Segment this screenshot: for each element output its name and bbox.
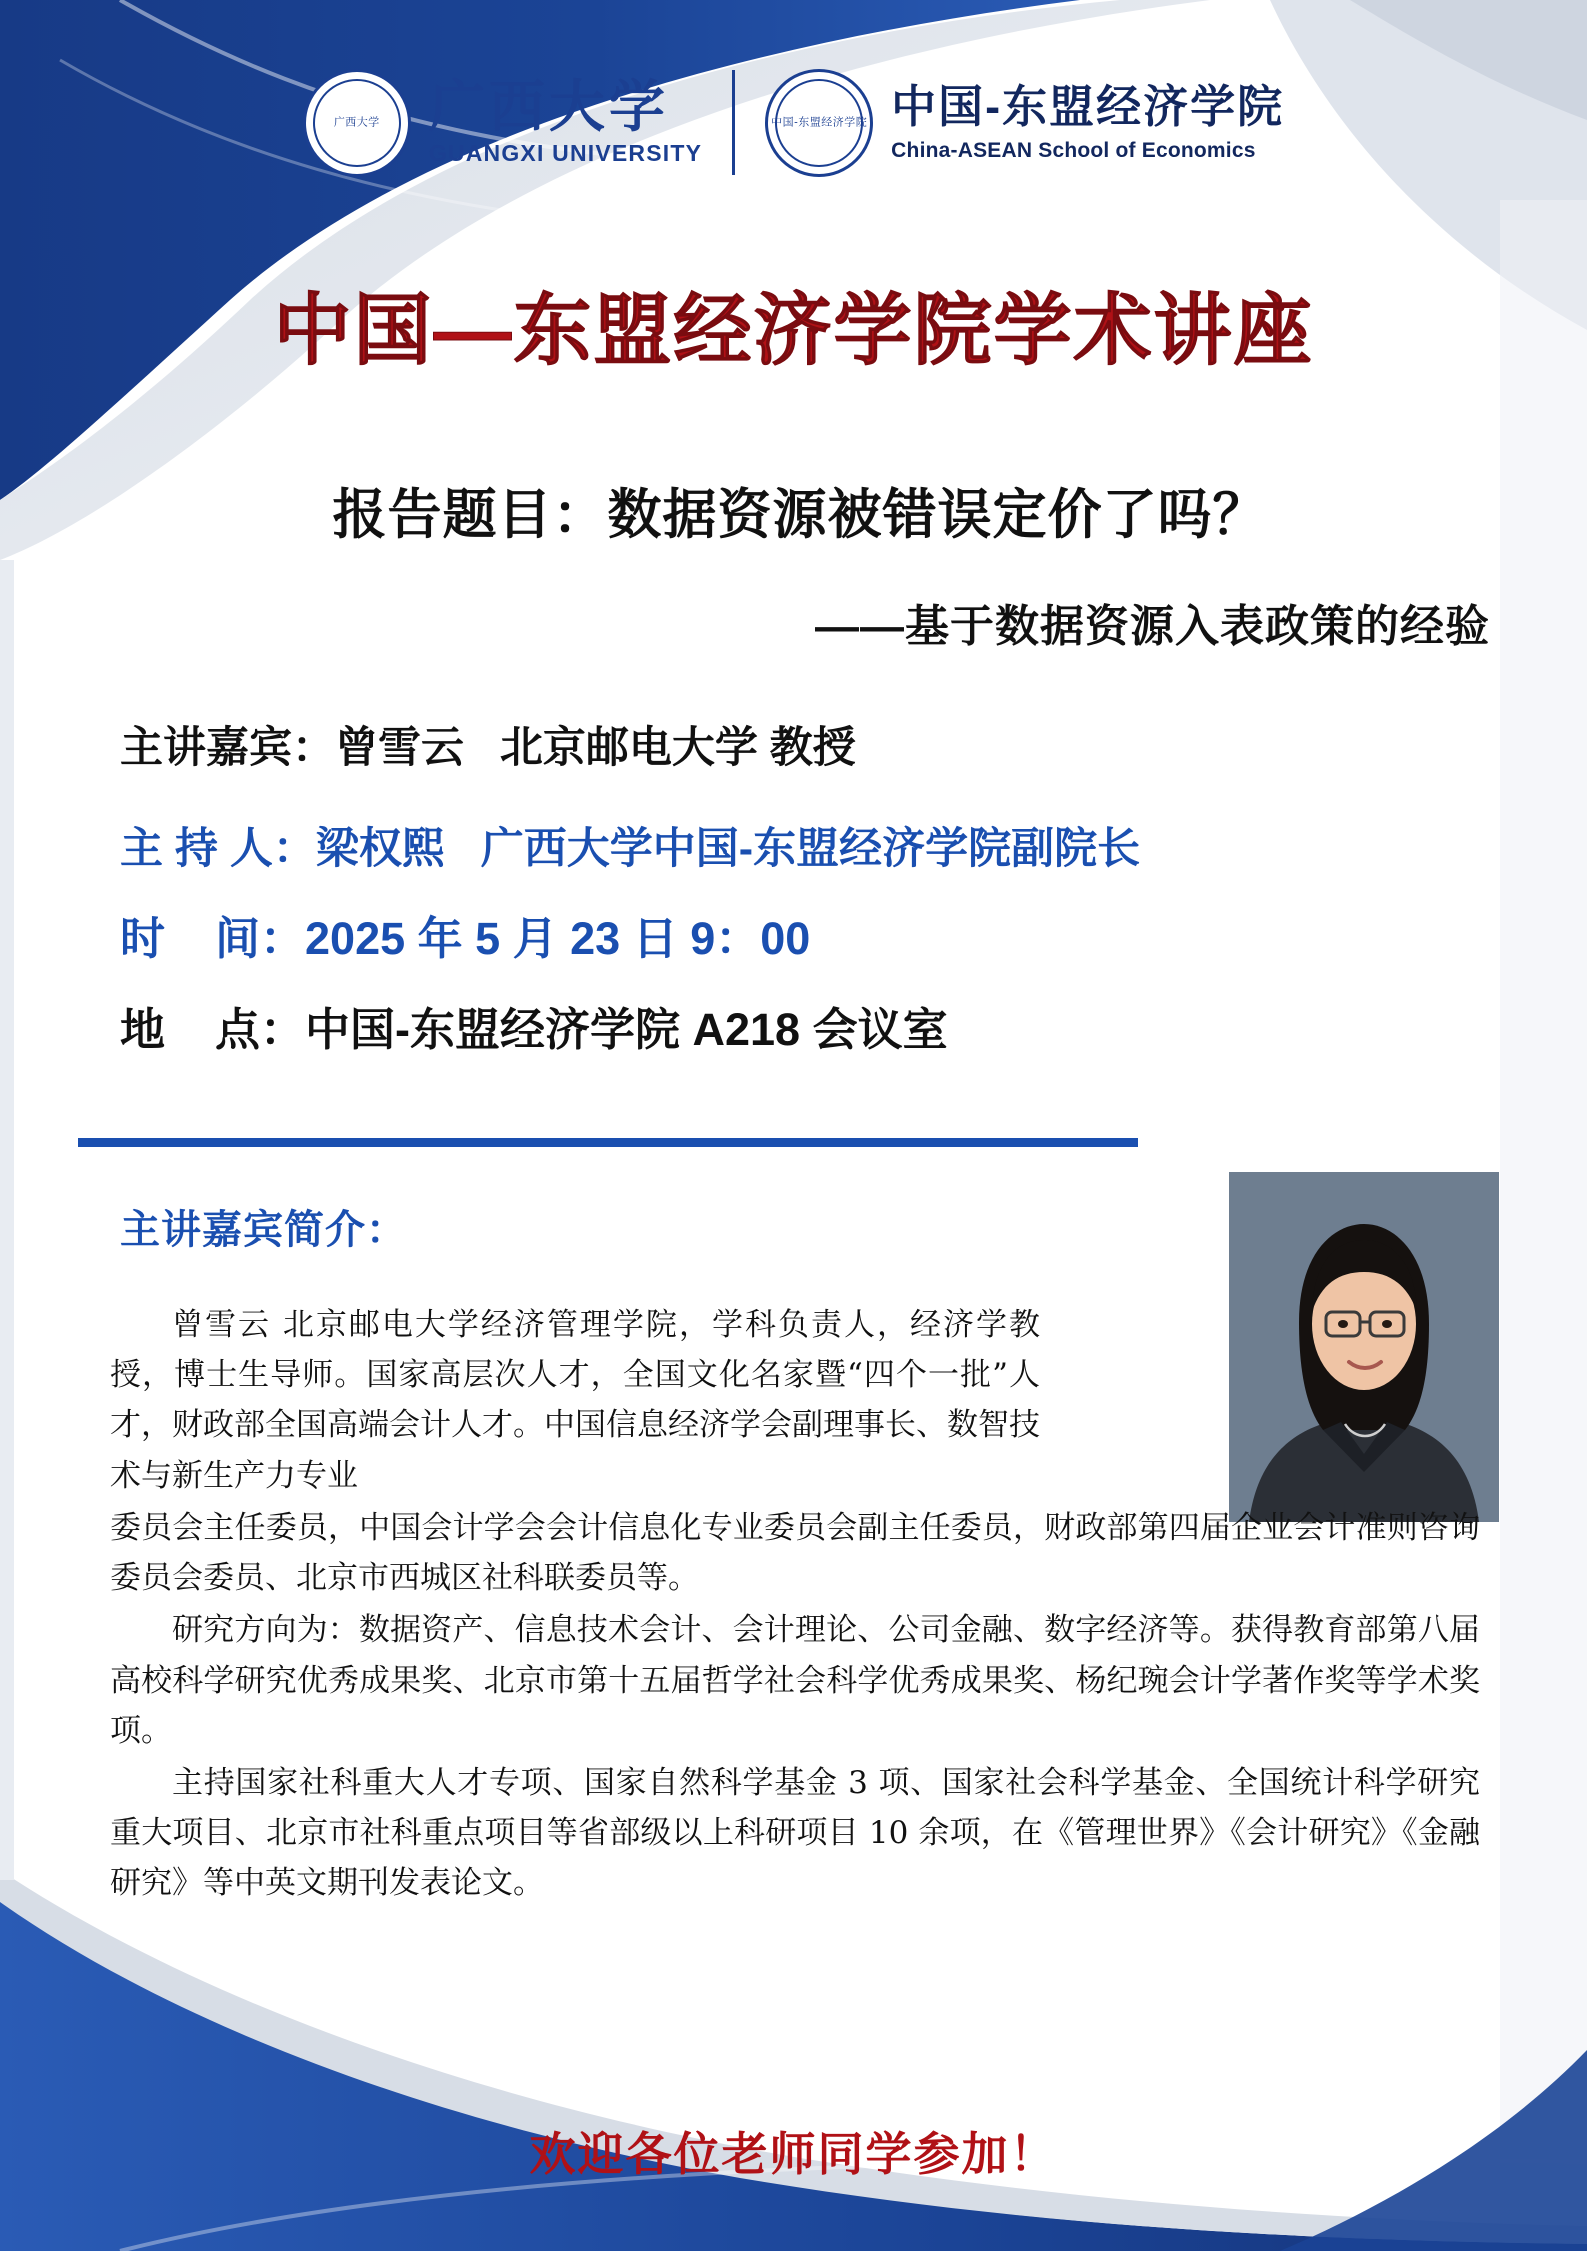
china-asean-school-logo-block — [765, 69, 1284, 177]
guangxi-university-logo-block — [303, 69, 702, 177]
topic-line-1: 报告题目：数据资源被错误定价了吗？ — [332, 485, 1268, 545]
casc-seal-label: 中国-东盟经济学院 — [771, 116, 868, 129]
page-title: 中国—东盟经济学院学术讲座 — [273, 286, 1314, 374]
place-row — [120, 993, 1520, 1058]
host-row — [120, 815, 1520, 876]
school-name-en: China-ASEAN School of Economics — [891, 139, 1256, 163]
university-name-cn: 广西大学 — [428, 73, 669, 140]
bio-paragraph: 研究方向为：数据资产、信息技术会计、会计理论、公司金融、数字经济等。获得教育部第八届高校科学研究优秀成果奖、北京市第十五届哲学社会科学优秀成果奖、杨纪琬会计学著作奖等学术奖项。 — [110, 1612, 1480, 1749]
guangxi-university-names — [428, 73, 703, 168]
time-value: 2025 年 5 月 23 日 9：00 — [305, 913, 811, 964]
time-row — [120, 902, 1520, 967]
time-label: 时 间： — [120, 913, 306, 964]
gx-seal-label: 广西大学 — [333, 116, 380, 129]
section-divider — [78, 1138, 1138, 1147]
china-asean-school-names — [891, 82, 1284, 164]
host-value: 梁权熙 广西大学中国-东盟经济学院副院长 — [315, 825, 1141, 873]
bio-heading: 主讲嘉宾简介： — [120, 1208, 407, 1252]
china-asean-school-seal-icon — [765, 69, 873, 177]
bio-paragraph: 主持国家社科重大人才专项、国家自然科学基金 3 项、国家社会科学基金、全国统计科学研究重大项目、北京市社科重点项目等省部级以上科研项目 10 余项，在《管理世界》《会计研究》《金融研究》等中英文期刊发表论文。 — [110, 1764, 1480, 1902]
place-value: 中国-东盟经济学院 A218 会议室 — [305, 1004, 948, 1055]
topic-line-2: ——基于数据资源入表政策的经验 — [815, 602, 1490, 651]
event-info — [120, 714, 1520, 1084]
university-name-en: GUANGXI UNIVERSITY — [428, 140, 703, 167]
speaker-row — [120, 714, 1520, 775]
guangxi-university-seal-icon — [303, 69, 411, 177]
speaker-label: 主讲嘉宾： — [120, 724, 335, 772]
bio-paragraph: 委员会主任委员，中国会计学会会计信息化专业委员会副主任委员，财政部第四届企业会计准则咨询委员会委员、北京市西城区社科联委员等。 — [110, 1509, 1480, 1597]
host-label: 主 持 人： — [120, 825, 316, 873]
logo-divider — [732, 70, 735, 175]
poster-header — [0, 55, 1587, 190]
school-name-cn: 中国-东盟经济学院 — [891, 80, 1285, 132]
place-label: 地 点： — [120, 1004, 306, 1055]
bio-paragraph: 曾雪云 北京邮电大学经济管理学院，学科负责人，经济学教授，博士生导师。国家高层次人才，全国文化名家暨“四个一批”人才，财政部全国高端会计人才。中国信息经济学会副理事长、数智技术与新生产力专业 — [110, 1307, 1040, 1494]
footer-welcome-text: 欢迎各位老师同学参加！ — [529, 2128, 1058, 2180]
bio-text — [110, 1300, 1480, 1911]
speaker-value: 曾雪云 北京邮电大学 教授 — [335, 724, 856, 772]
